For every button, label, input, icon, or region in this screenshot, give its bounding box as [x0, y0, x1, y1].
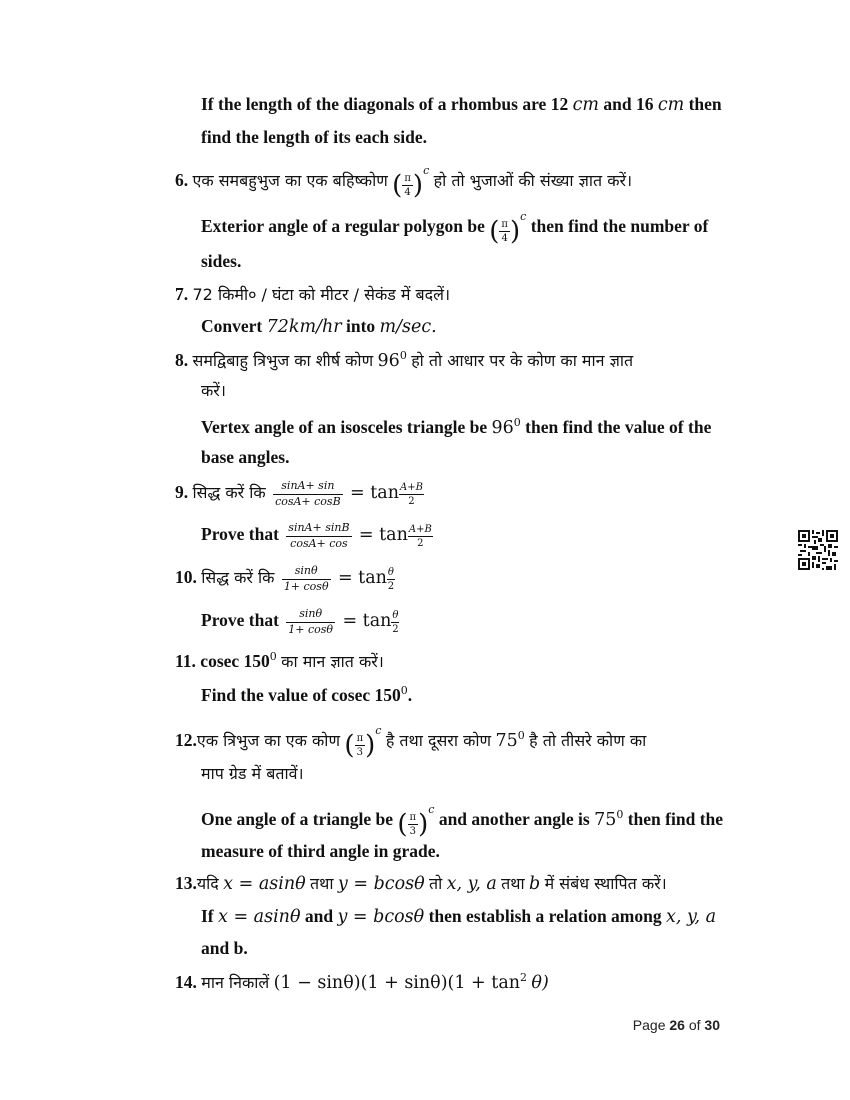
sin-over-one-plus-cos: $\frac{\sin\theta}{1+ \cos\theta}$ — [288, 607, 334, 636]
question-8-english: Vertex angle of an isosceles triangle be $96^0$ then find the value of the — [201, 416, 712, 438]
question-11-english: Find the value of cosec $150^0$. — [201, 684, 413, 705]
question-10-english: Prove that $\frac{\sin\theta}{1+ \cos\theta}$ = tan $\frac{\theta}{2}$ — [201, 607, 399, 636]
question-12-english-line-2: measure of third angle in grade. — [201, 841, 440, 861]
sum-ratio-fraction: $\frac{\sin A+ \sin}{\cos A+ \cos B}$ — [275, 479, 341, 508]
page-number-footer: Page 26 of 30 — [632, 1017, 720, 1033]
question-9-hindi: 9. सिद्ध करें कि $\frac{\sin A+ \sin}{\cos A+ \cos B}$ = tan $\frac{A+B}{2}$ — [175, 479, 423, 508]
sin-over-one-plus-cos: $\frac{\sin\theta}{1+ \cos\theta}$ — [283, 564, 329, 593]
question-11-hindi: 11. cosec $150^0$ का मान ज्ञात करें। — [175, 650, 384, 671]
question-7-hindi: 7. 72 किमी० / घंटा को मीटर / सेकंड में बदलें। — [175, 284, 451, 304]
pi-by-3-fraction: ( $\frac{\pi}{3}$ )$^c$ — [397, 803, 435, 840]
question-10-hindi: 10. सिद्ध करें कि $\frac{\sin\theta}{1+ \cos\theta}$ = tan $\frac{\theta}{2}$ — [175, 564, 395, 593]
question-6-english-line-2: sides. — [201, 251, 242, 271]
question-7-english: Convert 72km/hr into m/sec. — [201, 316, 437, 337]
question-5-english-line-1: If the length of the diagonals of a rhombus are 12 cm and 16 cm then — [201, 94, 722, 115]
question-13-english: If x = asinθ and y = bcosθ then establish a relation among x, y, a — [201, 906, 717, 927]
pi-by-4-fraction: ( $\frac{\pi}{4}$ )$^c$ — [392, 164, 430, 201]
question-12-hindi-line-2: माप ग्रेड में बतावें। — [201, 764, 304, 783]
question-12-english: One angle of a triangle be ( $\frac{\pi}{3}$ )$^c$ and another angle is $75^0$ then find the — [201, 803, 724, 840]
question-9-english: Prove that $\frac{\sin A+ \sin B}{\cos A+ \cos}$ = tan $\frac{A+B}{2}$ — [201, 521, 432, 550]
sum-ratio-fraction: $\frac{\sin A+ \sin B}{\cos A+ \cos}$ — [288, 521, 350, 550]
question-5-english-line-2: find the length of its each side. — [201, 127, 428, 147]
question-8-hindi: 8. समद्विबाहु त्रिभुज का शीर्ष कोण $96^0$ हो तो आधार पर के कोण का मान ज्ञात — [175, 349, 634, 371]
question-13-hindi: 13.यदि x = asinθ तथा y = bcosθ तो x, y, a तथा b में संबंध स्थापित करें। — [175, 873, 667, 894]
question-8-hindi-line-2: करें। — [201, 381, 226, 400]
question-6-english: Exterior angle of a regular polygon be ( $\frac{\pi}{4}$ )$^c$ then find the number of — [201, 210, 709, 247]
question-6-hindi: 6. एक समबहुभुज का एक बहिष्कोण ( $\frac{\pi}{4}$ )$^c$ हो तो भुजाओं की संख्या ज्ञात करें। — [175, 164, 633, 201]
question-13-english-line-2: and b. — [201, 938, 248, 958]
qr-code-icon — [798, 530, 838, 570]
pi-by-4-fraction: ( $\frac{\pi}{4}$ )$^c$ — [489, 210, 527, 247]
question-12-hindi: 12.एक त्रिभुज का एक कोण ( $\frac{\pi}{3}$ )$^c$ है तथा दूसरा कोण $75^0$ है तो तीसरे कोण का — [175, 724, 647, 761]
question-8-english-line-2: base angles. — [201, 447, 290, 467]
pi-by-3-fraction: ( $\frac{\pi}{3}$ )$^c$ — [344, 724, 382, 761]
question-14-hindi: 14. मान निकालें $(1 - \sin\theta)(1 + \sin\theta)(1 + \tan^2 \theta)$ — [175, 971, 549, 993]
